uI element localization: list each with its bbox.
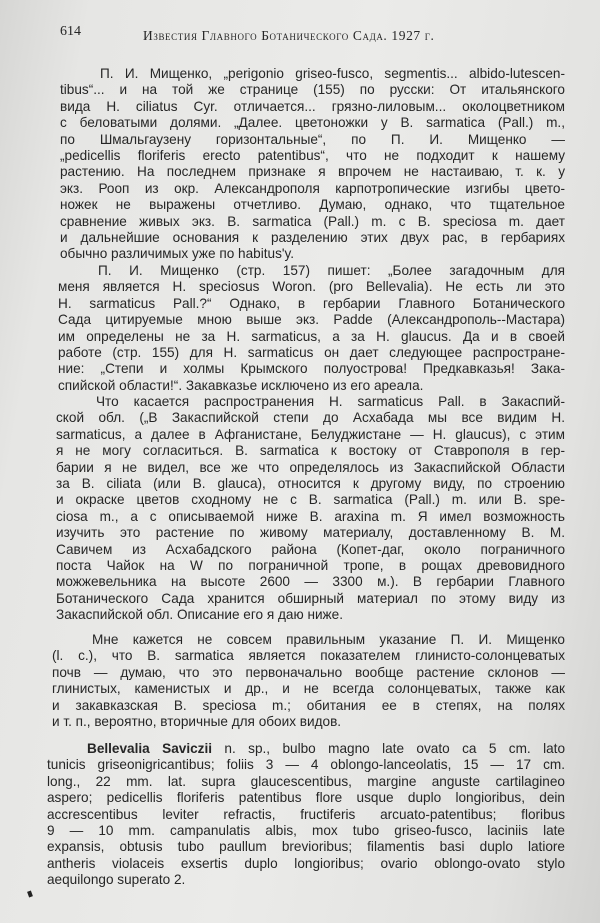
text-line: экз. Рооп из окр. Александрополя карпотропические изгибы цвето-: [60, 180, 565, 196]
text-line: sarmaticus, а далее в Афганистане, Белуджистане — H. glaucus), с этим: [56, 426, 565, 442]
text-line: П. И. Мищенко, „perigonio griseo-fusco, segmentis... albido-lutescen-: [100, 66, 565, 81]
text-line: expansis, obtusis tubo paullum brevioribus; filamentis basi duplo latiore: [47, 839, 565, 855]
text-line: ской обл. („В Закаспийской степи до Асхабада мы все видим H.: [56, 410, 565, 426]
text-line: ciosa m., а с описываемой ниже B. araxina m. Я имел возможность: [56, 508, 565, 524]
paragraph-3: [56, 394, 565, 623]
text-line: растению. На последнем признаке я впрочем не настаиваю, т. к. у: [60, 164, 565, 180]
text-line: Ботанического Сада хранится обширный материал по этому виду из: [56, 590, 565, 606]
text-line: я не могу согласиться. B. sarmatica к востоку от Ставрополя в гер-: [56, 443, 565, 459]
text-line: и дальнейшие основания к разделению этих двух рас, в гербариях: [60, 229, 565, 245]
text-line: глинистых, каменистых и др., и не всегда солонцеватых, также как: [52, 681, 565, 697]
text-line: „pedicellis floriferis erecto patentibus“, что не подходит к нашему: [60, 147, 565, 163]
paragraph-1: [60, 66, 565, 263]
text-line: сравнение живых экз. B. sarmatica (Pall.) m. с B. speciosa m. дает: [60, 213, 565, 229]
text-line: Савичем из Асхабадского района (Копет-даг, около пограничного: [56, 541, 565, 557]
text-line: 9 — 10 mm. campanulatis albis, mox tubo griseo-fusco, laciniis late: [47, 822, 565, 838]
text-line: ние: „Степи и холмы Крымского полуострова! Предкавказья! Зака-: [58, 361, 565, 377]
text-line: П. И. Мищенко (стр. 157) пишет: „Более загадочным для: [98, 263, 565, 278]
text-line: и закавказская B. speciosa m.; обитания ее в степях, на полях: [52, 697, 565, 713]
diagnosis-first-line: [47, 741, 565, 757]
text-line: ножек не выражены отчетливо. Думаю, однако, что тщательное: [60, 197, 565, 213]
ink-mark: [27, 890, 33, 897]
text-line: antheris violaceis exsertis duplo longioribus; ovario oblongo-ovato stylo: [47, 855, 565, 871]
text-line: по Шмальгаузену горизонтальные“, по П. И. Мищенко —: [60, 131, 565, 147]
text-line: обычно различимых уже по habitus'y.: [60, 246, 295, 262]
text-line: aspero; pedicellis floriferis patentibus flore usque duplo longioribus, dein: [47, 790, 565, 806]
text-line: работе (стр. 155) для H. sarmaticus он дает следующее распростране-: [58, 344, 565, 360]
text-line: им определены не за H. sarmaticus, а за H. glaucus. Да и в своей: [58, 328, 565, 344]
paragraph-2: [58, 263, 565, 394]
text-line: aequilongo superato 2.: [47, 872, 186, 888]
text-line: изучить это растение по живому материалу, доставленному В. М.: [56, 525, 565, 541]
text-line: с беловатыми долями. „Далее. цветоножки у B. sarmatica (Pall.) m.,: [60, 115, 565, 131]
species-diagnosis: [47, 741, 565, 889]
text-line: H. sarmaticus Pall.?“ Однако, в гербарии Главного Ботанического: [58, 295, 565, 311]
text-line: (l. c.), что B. sarmatica является показателем глинисто-солонцеватых: [52, 648, 565, 664]
text-line: спийской области!“. Закавказье исключено из его ареала.: [58, 377, 424, 393]
text-line: Закаспийской обл. Описание его я даю ниже.: [56, 607, 343, 623]
text-line: можжевельника на высоте 2600 — 3300 м.). В гербарии Главного: [56, 574, 565, 590]
text-line: вида H. ciliatus Cyr. отличается... грязно-лиловым... околоцветником: [60, 98, 565, 114]
text-line: accrescentibus leviter refractis, fructiferis arcuato-patentibus; floribus: [47, 806, 565, 822]
text-line: Что касается распространения H. sarmaticus Pall. в Закаспий-: [96, 394, 565, 409]
text-line: Сада цитируемые мною выше экз. Padde (Александрополь--Мастара): [58, 312, 565, 328]
diagnosis-line-text: n. sp., bulbo magno late ovato ca 5 cm. lato: [224, 741, 566, 756]
species-name: Bellevalia Saviczii: [87, 741, 213, 756]
text-line: за B. ciliata (или B. glauca), относится к другому виду, по строению: [56, 475, 565, 491]
running-title: Известия Главного Ботанического Сада. 1927 г.: [143, 28, 435, 43]
text-line: tunicis griseonigricantibus; foliis 3 — 4 oblongo-lanceolatis, 15 — 17 cm.: [47, 757, 565, 773]
text-line: tibus“... и на той же странице (155) по русски: От итальянского: [60, 82, 565, 98]
page-number: 614: [60, 24, 81, 39]
text-line: Мне кажется не совсем правильным указание П. И. Мищенко: [92, 632, 565, 647]
text-line: и т. п., вероятно, вторичные для обоих видов.: [52, 713, 342, 729]
text-line: и окраске цветов сходному не с B. sarmatica (Pall.) m. или B. spe-: [56, 492, 565, 508]
paragraph-4: [52, 632, 565, 730]
text-line: барии я не видел, все же что определялось из Закаспийской Области: [56, 459, 565, 475]
text-line: меня является H. speciosus Woron. (pro Bellevalia). Не есть ли это: [58, 279, 565, 295]
text-line: long., 22 mm. lat. supra glaucescentibus, margine anguste cartilagineo: [47, 773, 565, 789]
text-line: почв — думаю, что это первоначально вообще растение склонов —: [52, 664, 565, 680]
text-line: поста Чайок на W по пограничной тропе, в рощах древовидного: [56, 557, 565, 573]
